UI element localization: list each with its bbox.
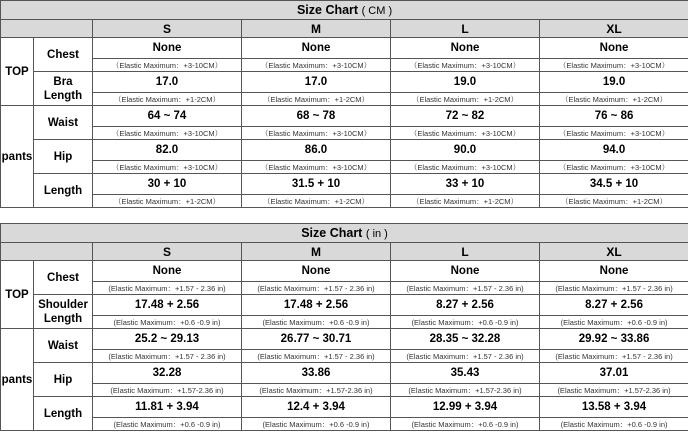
chart-title-text: Size Chart: [296, 3, 359, 17]
elastic-note: （Elastic Maximum：+3-10CM）: [93, 127, 242, 140]
chart-title-unit: ( CM ): [361, 5, 393, 17]
measurement-value: 29.92 ~ 33.86: [540, 329, 688, 350]
measurement-value: 19.0: [540, 72, 688, 93]
measurement-value: 28.35 ~ 32.28: [391, 329, 540, 350]
elastic-note: (Elastic Maximum：+0.6 -0.9 in): [540, 418, 688, 431]
elastic-note: (Elastic Maximum：+1.57-2.36 in): [93, 384, 242, 397]
row-label-line: Waist: [47, 339, 79, 352]
elastic-note: (Elastic Maximum：+1.57 - 2.36 in): [540, 282, 688, 295]
size-header: S: [93, 243, 242, 261]
row-label: [34, 38, 93, 72]
measurement-value: 17.0: [93, 72, 242, 93]
elastic-note: （Elastic Maximum：+1-2CM）: [540, 93, 688, 106]
size-header: M: [242, 243, 391, 261]
measurement-value: None: [540, 261, 688, 282]
elastic-note: （Elastic Maximum：+1-2CM）: [540, 195, 688, 208]
group-label: pants: [1, 329, 34, 431]
measurement-value: 30 + 10: [93, 174, 242, 195]
elastic-note: (Elastic Maximum：+0.6 -0.9 in): [93, 316, 242, 329]
measurement-value: 32.28: [93, 363, 242, 384]
measurement-value: 35.43: [391, 363, 540, 384]
size-chart-in: [0, 223, 688, 431]
elastic-note: （Elastic Maximum：+1-2CM）: [242, 93, 391, 106]
chart-title: [1, 1, 688, 20]
measurement-value: 72 ~ 82: [391, 106, 540, 127]
row-label-line: Length: [43, 184, 83, 197]
elastic-note: (Elastic Maximum：+1.57 - 2.36 in): [93, 282, 242, 295]
measurement-value: 64 ~ 74: [93, 106, 242, 127]
measurement-value: 34.5 + 10: [540, 174, 688, 195]
measurement-value: 26.77 ~ 30.71: [242, 329, 391, 350]
measurement-value: 11.81 + 3.94: [93, 397, 242, 418]
row-label: [34, 329, 93, 363]
size-header: M: [242, 20, 391, 38]
measurement-value: None: [242, 261, 391, 282]
measurement-value: 90.0: [391, 140, 540, 161]
elastic-note: （Elastic Maximum：+3-10CM）: [242, 59, 391, 72]
elastic-note: （Elastic Maximum：+1-2CM）: [242, 195, 391, 208]
elastic-note: （Elastic Maximum：+3-10CM）: [540, 59, 688, 72]
size-header: L: [391, 243, 540, 261]
measurement-value: 8.27 + 2.56: [391, 295, 540, 316]
elastic-note: （Elastic Maximum：+3-10CM）: [93, 161, 242, 174]
row-label-line: Shoulder: [38, 298, 88, 311]
elastic-note: （Elastic Maximum：+3-10CM）: [242, 161, 391, 174]
measurement-value: None: [391, 38, 540, 59]
elastic-note: (Elastic Maximum：+1.57 - 2.36 in): [391, 350, 540, 363]
measurement-value: 94.0: [540, 140, 688, 161]
measurement-value: 82.0: [93, 140, 242, 161]
chart-title: [1, 224, 688, 243]
size-header: L: [391, 20, 540, 38]
measurement-value: 25.2 ~ 29.13: [93, 329, 242, 350]
elastic-note: (Elastic Maximum：+1.57-2.36 in): [391, 384, 540, 397]
row-label-line: Hip: [53, 150, 73, 163]
measurement-value: None: [242, 38, 391, 59]
elastic-note: （Elastic Maximum：+3-10CM）: [540, 127, 688, 140]
measurement-value: None: [93, 261, 242, 282]
row-label: [34, 261, 93, 295]
row-label: [34, 140, 93, 174]
measurement-value: 33 + 10: [391, 174, 540, 195]
measurement-value: 17.48 + 2.56: [93, 295, 242, 316]
row-label-line: Hip: [53, 373, 73, 386]
elastic-note: （Elastic Maximum：+1-2CM）: [93, 93, 242, 106]
row-label-line: Length: [43, 407, 83, 420]
elastic-note: (Elastic Maximum：+1.57 - 2.36 in): [93, 350, 242, 363]
row-label: [34, 397, 93, 431]
elastic-note: (Elastic Maximum：+0.6 -0.9 in): [391, 418, 540, 431]
row-label: [34, 174, 93, 208]
row-label-line: Chest: [47, 48, 79, 61]
measurement-value: None: [391, 261, 540, 282]
elastic-note: （Elastic Maximum：+1-2CM）: [391, 93, 540, 106]
elastic-note: （Elastic Maximum：+1-2CM）: [391, 195, 540, 208]
elastic-note: （Elastic Maximum：+3-10CM）: [93, 59, 242, 72]
measurement-value: 13.58 + 3.94: [540, 397, 688, 418]
measurement-value: 17.48 + 2.56: [242, 295, 391, 316]
size-header: XL: [540, 20, 688, 38]
measurement-value: None: [93, 38, 242, 59]
measurement-value: 8.27 + 2.56: [540, 295, 688, 316]
header-blank: [1, 243, 93, 261]
measurement-value: 31.5 + 10: [242, 174, 391, 195]
elastic-note: (Elastic Maximum：+0.6 -0.9 in): [391, 316, 540, 329]
size-header: XL: [540, 243, 688, 261]
chart-title-unit: ( in ): [365, 228, 388, 240]
elastic-note: (Elastic Maximum：+0.6 -0.9 in): [242, 418, 391, 431]
measurement-value: 12.4 + 3.94: [242, 397, 391, 418]
elastic-note: (Elastic Maximum：+1.57-2.36 in): [242, 384, 391, 397]
group-label: pants: [1, 106, 34, 208]
measurement-value: None: [540, 38, 688, 59]
elastic-note: （Elastic Maximum：+1-2CM）: [93, 195, 242, 208]
size-chart-cm: [0, 0, 688, 208]
measurement-value: 76 ~ 86: [540, 106, 688, 127]
row-label-line: Waist: [47, 116, 79, 129]
measurement-value: 68 ~ 78: [242, 106, 391, 127]
elastic-note: （Elastic Maximum：+3-10CM）: [391, 161, 540, 174]
size-header: S: [93, 20, 242, 38]
measurement-value: 86.0: [242, 140, 391, 161]
group-label: TOP: [1, 38, 34, 106]
elastic-note: (Elastic Maximum：+0.6 -0.9 in): [93, 418, 242, 431]
chart-title-text: Size Chart: [301, 226, 363, 240]
row-label-line: Length: [43, 89, 83, 102]
row-label: [34, 363, 93, 397]
measurement-value: 12.99 + 3.94: [391, 397, 540, 418]
row-label-line: Bra: [53, 75, 73, 88]
elastic-note: (Elastic Maximum：+1.57 - 2.36 in): [391, 282, 540, 295]
elastic-note: （Elastic Maximum：+3-10CM）: [242, 127, 391, 140]
group-label: TOP: [1, 261, 34, 329]
elastic-note: (Elastic Maximum：+1.57 - 2.36 in): [242, 350, 391, 363]
elastic-note: (Elastic Maximum：+0.6 -0.9 in): [242, 316, 391, 329]
elastic-note: （Elastic Maximum：+3-10CM）: [540, 161, 688, 174]
elastic-note: (Elastic Maximum：+1.57 - 2.36 in): [540, 350, 688, 363]
row-label-line: Length: [43, 312, 83, 325]
elastic-note: （Elastic Maximum：+3-10CM）: [391, 127, 540, 140]
elastic-note: (Elastic Maximum：+1.57-2.36 in): [540, 384, 688, 397]
elastic-note: (Elastic Maximum：+0.6 -0.9 in): [540, 316, 688, 329]
row-label-line: Chest: [47, 271, 79, 284]
measurement-value: 17.0: [242, 72, 391, 93]
row-label: [34, 106, 93, 140]
measurement-value: 33.86: [242, 363, 391, 384]
row-label: [34, 295, 93, 329]
elastic-note: （Elastic Maximum：+3-10CM）: [391, 59, 540, 72]
elastic-note: (Elastic Maximum：+1.57 - 2.36 in): [242, 282, 391, 295]
measurement-value: 37.01: [540, 363, 688, 384]
row-label: [34, 72, 93, 106]
measurement-value: 19.0: [391, 72, 540, 93]
header-blank: [1, 20, 93, 38]
